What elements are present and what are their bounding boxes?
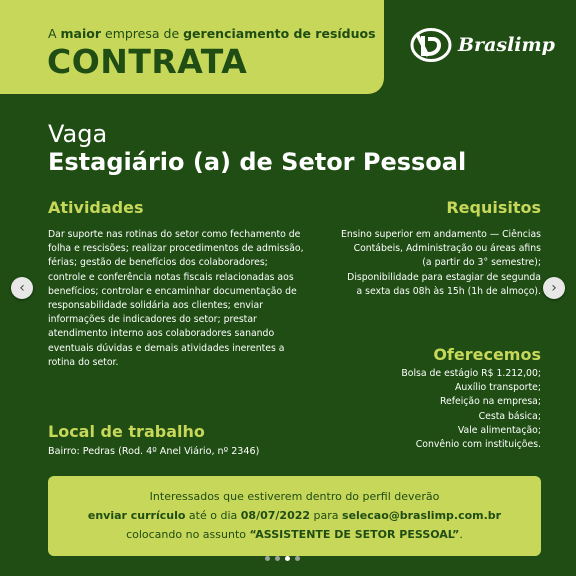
atividades-line: folha e rescisões; realizar procedimentos de admissão,: [48, 243, 304, 255]
requisitos-heading: Requisitos: [446, 198, 541, 217]
chevron-left-icon: ‹: [19, 280, 25, 296]
atividades-line: atendimento interno aos colaboradores sanando: [48, 328, 275, 340]
requisitos-line: Ensino superior em andamento — Ciências: [340, 229, 541, 240]
atividades-line: férias; gestão de benefícios dos colaboradores;: [48, 257, 268, 269]
cta-deadline: 08/07/2022: [240, 509, 311, 522]
next-slide-button[interactable]: [543, 277, 565, 299]
oferecemos-line: Auxílio transporte;: [455, 382, 541, 394]
banner-subtitle: [48, 26, 376, 41]
vaga-label: Vaga: [48, 120, 108, 148]
oferecemos-line: Refeição na empresa;: [439, 396, 541, 408]
atividades-heading: Atividades: [48, 198, 144, 217]
prev-slide-button[interactable]: [11, 277, 33, 299]
cta-text: colocando no assunto: [126, 528, 250, 541]
local-heading: Local de trabalho: [48, 422, 205, 441]
header-banner: [0, 0, 384, 94]
oferecemos-text: [341, 367, 541, 452]
vaga-title: Estagiário (a) de Setor Pessoal: [48, 148, 467, 176]
oferecemos-line: Bolsa de estágio R$ 1.212,00;: [401, 368, 541, 379]
requisitos-line: Disponibilidade para estagiar de segunda: [347, 271, 541, 283]
cta-subject: “ASSISTENTE DE SETOR PESSOAL”: [249, 528, 460, 541]
banner-subtitle-bold-1: maior: [60, 26, 102, 41]
atividades-line: responsabilidade solidária aos clientes; enviar: [48, 300, 263, 312]
atividades-line: eventuais dúvidas e demais atividades inerentes a: [48, 342, 285, 354]
cta-text: .: [459, 528, 463, 541]
requisitos-line: Contábeis, Administração ou áreas afins: [353, 243, 541, 255]
atividades-line: Dar suporte nas rotinas do setor como fechamento de: [48, 229, 301, 240]
atividades-line: rotina do setor.: [48, 356, 119, 368]
slide-indicator: [265, 556, 300, 561]
braslimp-logo-icon: [410, 28, 452, 62]
banner-subtitle-mid: empresa de: [101, 26, 184, 41]
requisitos-line: (a partir do 3° semestre);: [422, 257, 541, 269]
slide-dot[interactable]: [285, 556, 290, 561]
banner-subtitle-bold-2: gerenciamento de resíduos: [183, 26, 376, 41]
cta-line-1: Interessados que estiverem dentro do perfil deverão: [149, 490, 440, 503]
cta-box: [48, 476, 541, 556]
atividades-line: informações de indicadores do setor; prestar: [48, 314, 257, 326]
oferecemos-line: Vale alimentação;: [457, 424, 541, 436]
cta-line-2: [48, 509, 541, 522]
atividades-line: benefícios; controlar e encaminhar documentação de: [48, 285, 297, 297]
atividades-line: controle e conferência notas fiscais relacionadas aos: [48, 271, 294, 283]
requisitos-text: [311, 228, 541, 299]
company-name: Braslimp: [458, 34, 555, 56]
oferecemos-line: Convênio com instituições.: [415, 439, 541, 451]
slide-dot[interactable]: [295, 556, 300, 561]
slide-dot[interactable]: [275, 556, 280, 561]
cta-send-cv: enviar currículo: [87, 509, 186, 522]
cta-email[interactable]: selecao@braslimp.com.br: [342, 509, 502, 522]
cta-line-3: [48, 528, 541, 541]
local-text: Bairro: Pedras (Rod. 4º Anel Viário, nº 2346): [48, 446, 260, 457]
chevron-right-icon: ›: [551, 280, 557, 296]
company-logo: [410, 28, 555, 62]
oferecemos-heading: Oferecemos: [433, 345, 541, 364]
slide-dot[interactable]: [265, 556, 270, 561]
cta-text: para: [310, 509, 343, 522]
atividades-text: [48, 228, 323, 370]
banner-subtitle-prefix: A: [48, 26, 61, 41]
oferecemos-line: Cesta básica;: [478, 410, 541, 422]
requisitos-line: a sexta das 08h às 15h (1h de almoço).: [356, 285, 541, 297]
banner-title: CONTRATA: [47, 42, 248, 81]
cta-text: até o dia: [185, 509, 241, 522]
